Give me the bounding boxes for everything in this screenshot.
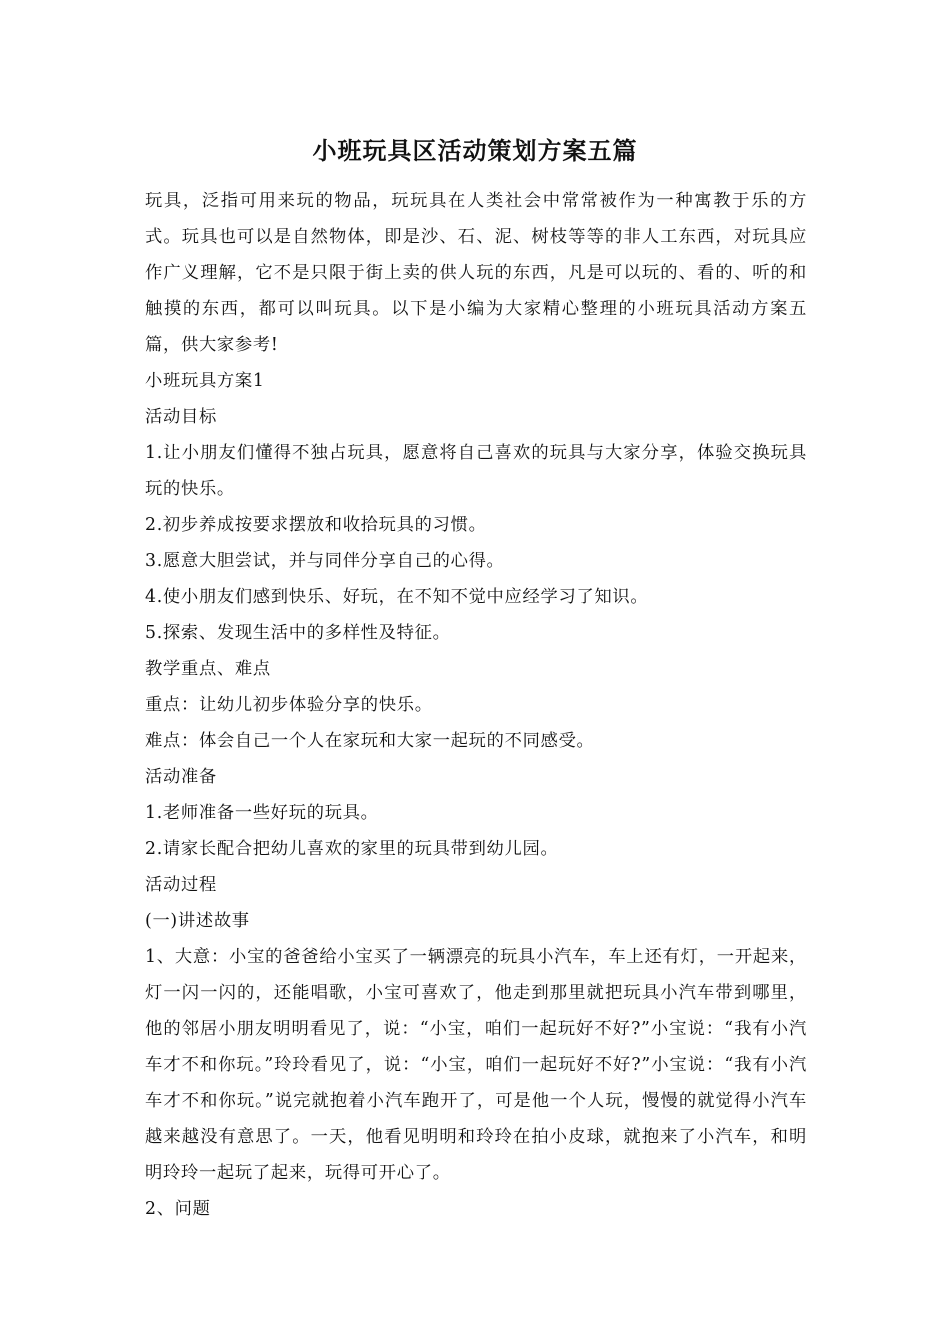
difficult-point: 难点：体会自己一个人在家玩和大家一起玩的不同感受。	[145, 731, 595, 751]
prep-item-2: 2.请家长配合把幼儿喜欢的家里的玩具带到幼儿园。	[145, 839, 559, 859]
prep-heading: 活动准备	[145, 767, 217, 787]
goal-item-1: 1.让小朋友们懂得不独占玩具，愿意将自己喜欢的玩具与大家分享，体验交换玩具玩的快乐。	[145, 443, 807, 499]
process-heading: 活动过程	[145, 875, 217, 895]
goal-item-4: 4.使小朋友们感到快乐、好玩，在不知不觉中应经学习了知识。	[145, 587, 649, 607]
intro-paragraph: 玩具，泛指可用来玩的物品，玩玩具在人类社会中常常被作为一种寓教于乐的方式。玩具也可以是自然物体，即是沙、石、泥、树枝等等的非人工东西，对玩具应作广义理解，它不是只限于街上卖的供人玩的东西，凡是可以玩的、看的、听的和触摸的东西，都可以叫玩具。以下是小编为大家精心整理的小班玩具活动方案五篇，供大家参考!	[145, 191, 807, 355]
story-paragraph: 1、大意：小宝的爸爸给小宝买了一辆漂亮的玩具小汽车，车上还有灯，一开起来，灯一闪一闪的，还能唱歌，小宝可喜欢了，他走到那里就把玩具小汽车带到哪里，他的邻居小朋友明明看见了，说：“小宝，咱们一起玩好不好?”小宝说：“我有小汽车才不和你玩。”玲玲看见了，说：“小宝，咱们一起玩好不好?”小宝说：“我有小汽车才不和你玩。”说完就抱着小汽车跑开了，可是他一个人玩，慢慢的就觉得小汽车越来越没有意思了。一天，他看见明明和玲玲在拍小皮球，就抱来了小汽车，和明明玲玲一起玩了起来，玩得可开心了。	[145, 947, 807, 1183]
section-title: 小班玩具方案1	[145, 371, 265, 391]
story-heading: (一)讲述故事	[145, 911, 250, 931]
goal-item-5: 5.探索、发现生活中的多样性及特征。	[145, 623, 451, 643]
goals-heading: 活动目标	[145, 407, 217, 427]
key-point: 重点：让幼儿初步体验分享的快乐。	[145, 695, 433, 715]
goal-item-3: 3.愿意大胆尝试，并与同伴分享自己的心得。	[145, 551, 505, 571]
document-body	[145, 183, 807, 1227]
prep-item-1: 1.老师准备一些好玩的玩具。	[145, 803, 379, 823]
questions-heading: 2、问题	[145, 1199, 211, 1219]
goal-item-2: 2.初步养成按要求摆放和收拾玩具的习惯。	[145, 515, 487, 535]
document-title: 小班玩具区活动策划方案五篇	[312, 136, 638, 165]
key-points-heading: 教学重点、难点	[145, 659, 271, 679]
